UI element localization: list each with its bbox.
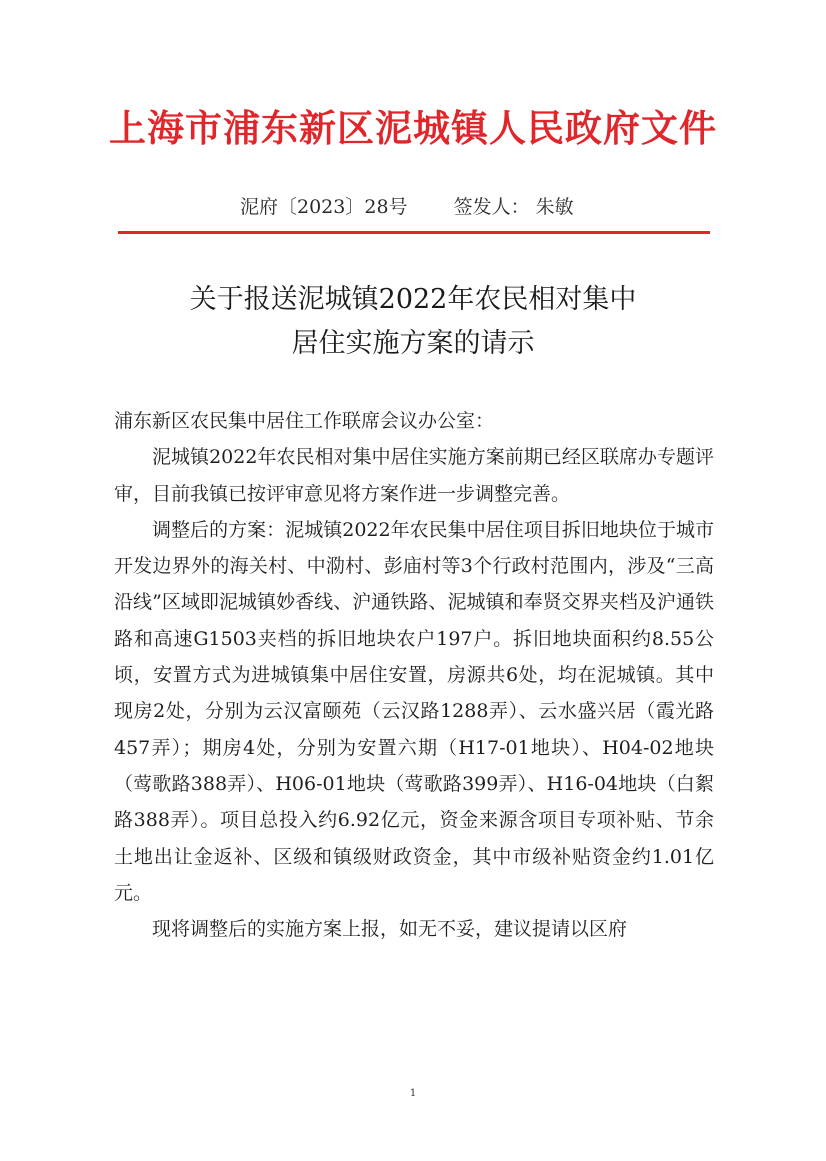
issuer-title: 上海市浦东新区泥城镇人民政府文件: [109, 106, 717, 150]
body-paragraph-3: 现将调整后的实施方案上报，如无不妥，建议提请以区府: [152, 918, 628, 941]
document-number: 泥府〔2023〕28号: [240, 196, 408, 218]
signer-label: 签发人：: [453, 196, 530, 218]
subject-line-2: 居住实施方案的请示: [291, 328, 535, 359]
recipient-line: 浦东新区农民集中居住工作联席会议办公室：: [114, 410, 495, 432]
document-meta: [240, 192, 574, 219]
document-subject: [0, 278, 826, 366]
subject-line-1: 关于报送泥城镇2022年农民相对集中: [189, 284, 637, 315]
page-number: 1: [409, 1088, 417, 1099]
document-body: [114, 403, 714, 947]
red-divider-line: [118, 231, 710, 234]
body-paragraph-2: 调整后的方案：泥城镇2022年农民集中居住项目拆旧地块位于城市开发边界外的海关村、中泐村、彭庙村等3个行政村范围内，涉及“三高沿线”区域即泥城镇妙香线、沪通铁路、泥城镇和奉贤交界夹档及沪通铁路和高速G1503夹档的拆旧地块农户197户。拆旧地块面积约8.55公顷，安置方式为进城镇集中居住安置，房源共6处，均在泥城镇。其中现房2处，分别为云汉富颐苑（云汉路1288弄）、云水盛兴居（霞光路457弄）；期房4处，分别为安置六期（H17-01地块）、H04-02地块（莺歌路388弄）、H06-01地块（莺歌路399弄）、H16-04地块（白絮路388弄）。项目总投入约6.92亿元，资金来源含项目专项补贴、节余土地出让金返补、区级和镇级财政资金，其中市级补贴资金约1.01亿元。: [114, 518, 714, 904]
body-paragraph-1: 泥城镇2022年农民相对集中居住实施方案前期已经区联席办专题评审，目前我镇已按评审意见将方案作进一步调整完善。: [114, 446, 714, 505]
signer-name: 朱敏: [535, 196, 574, 218]
